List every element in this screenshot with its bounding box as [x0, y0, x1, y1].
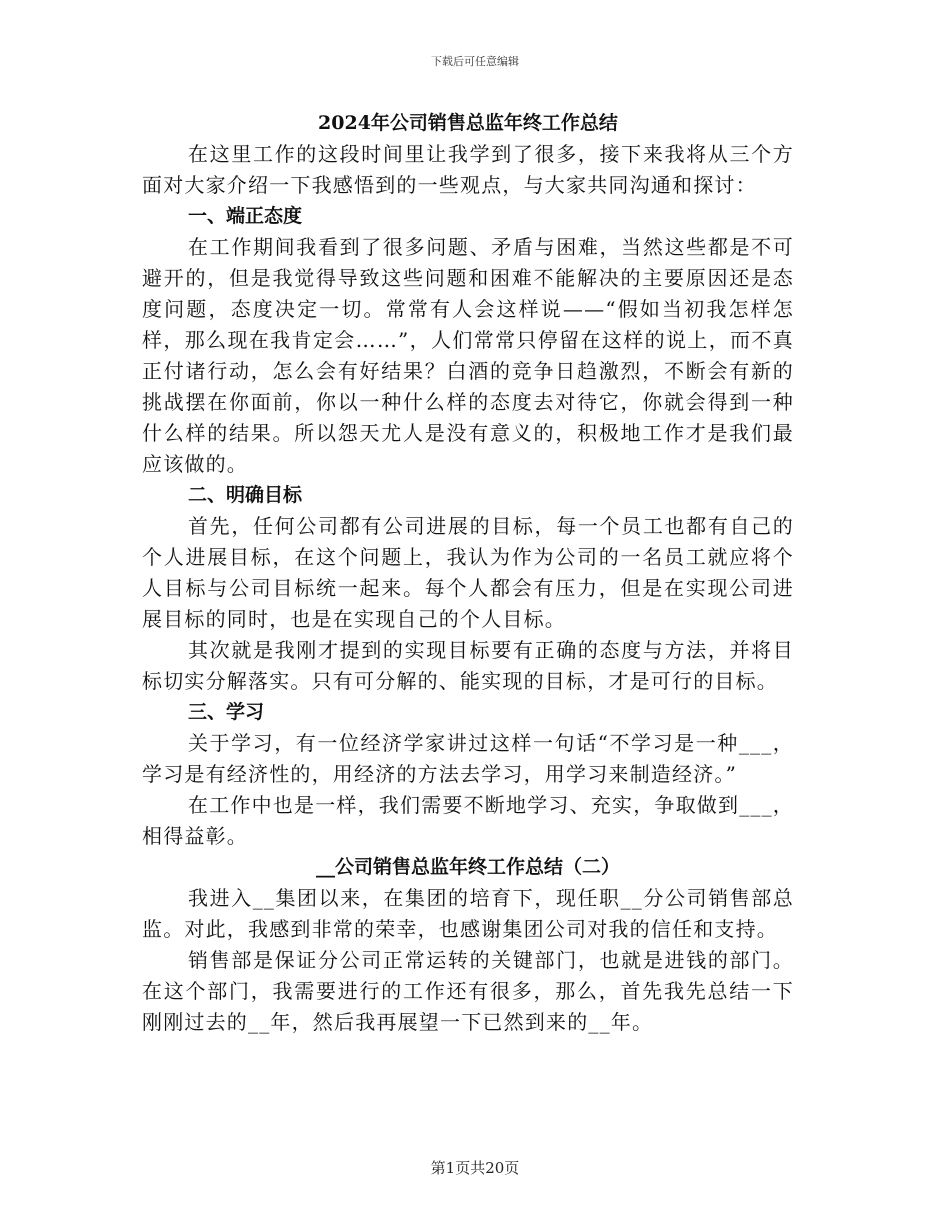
page-header-note: 下载后可任意编辑 — [431, 55, 519, 68]
section-heading-attitude: 一、端正态度 — [188, 205, 303, 227]
section-paragraph: 在工作期间我看到了很多问题、矛盾与困难，当然这些都是不可避开的，但是我觉得导致这些问题和困难不能解决的主要原因还是态度问题，态度决定一切。常常有人会这样说——“假如当初我怎样怎样，那么现在我肯定会……”，人们常常只停留在这样的说上，而不真正付诸行动，怎么会有好结果？白酒的竞争日趋激烈，不断会有新的挑战摆在你面前，你以一种什么样的态度去对待它，你就会得到一种什么样的结果。所以怨天尤人是没有意义的，积极地工作才是我们最应该做的。 — [142, 235, 794, 476]
page-number: 第1页共20页 — [430, 1159, 520, 1177]
document-title: 2024年公司销售总监年终工作总结 — [318, 112, 618, 134]
second-document-title: __公司销售总监年终工作总结（二） — [315, 856, 620, 878]
section-paragraph: 首先，任何公司都有公司进展的目标，每一个员工也都有自己的个人进展目标，在这个问题上，我认为作为公司的一名员工就应将个人目标与公司目标统一起来。每个人都会有压力，但是在实现公司进展目标的同时，也是在实现自己的个人目标。 — [142, 514, 794, 631]
document-body — [142, 108, 794, 1038]
section-paragraph: 其次就是我刚才提到的实现目标要有正确的态度与方法，并将目标切实分解落实。只有可分解的、能实现的目标，才是可行的目标。 — [142, 638, 794, 693]
intro-paragraph: 在这里工作的这段时间里让我学到了很多，接下来我将从三个方面对大家介绍一下我感悟到的一些观点，与大家共同沟通和探讨： — [142, 142, 794, 197]
section-heading-goals: 二、明确目标 — [188, 484, 303, 506]
second-paragraph: 销售部是保证分公司正常运转的关键部门，也就是进钱的部门。在这个部门，我需要进行的工作还有很多，那么，首先我先总结一下刚刚过去的__年，然后我再展望一下已然到来的__年。 — [142, 948, 794, 1034]
second-paragraph: 我进入__集团以来，在集团的培育下，现任职__分公司销售部总监。对此，我感到非常的荣幸，也感谢集团公司对我的信任和支持。 — [142, 886, 794, 941]
section-paragraph: 在工作中也是一样，我们需要不断地学习、充实，争取做到___，相得益彰。 — [142, 793, 794, 848]
section-heading-learning: 三、学习 — [188, 701, 265, 723]
section-paragraph: 关于学习，有一位经济学家讲过这样一句话“不学习是一种___，学习是有经济性的，用经济的方法去学习，用学习来制造经济。” — [142, 731, 794, 786]
